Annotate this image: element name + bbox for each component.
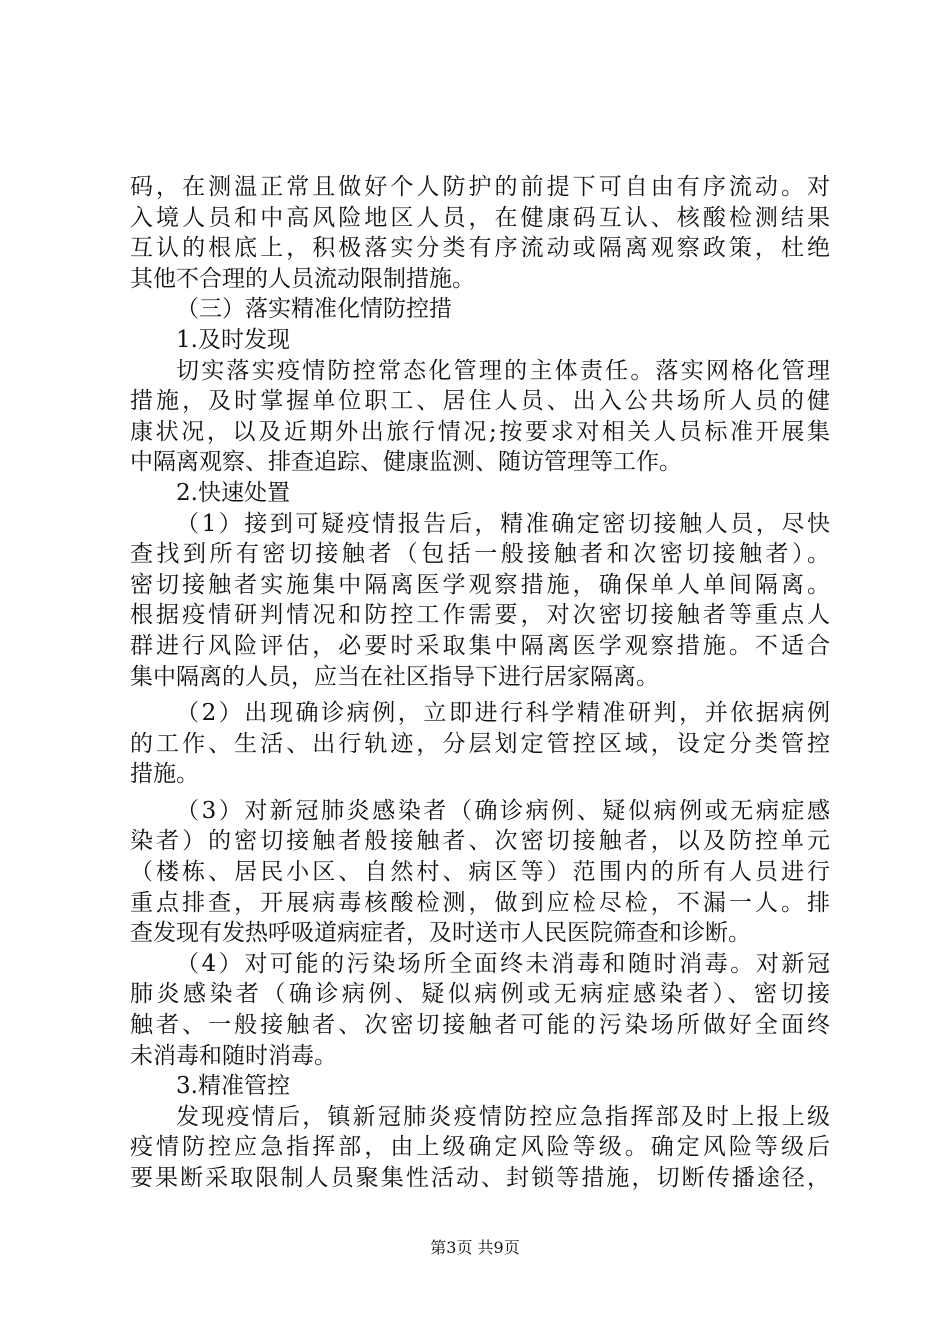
- text-line: （1）接到可疑疫情报告后，精准确定密切接触人员，尽快: [176, 510, 830, 537]
- text-line: 切实落实疫情防控常态化管理的主体责任。落实网格化管理: [176, 357, 830, 384]
- text-line: 群进行风险评估，必要时采取集中隔离医学观察措施。不适合: [130, 632, 830, 659]
- text-line: 康状况，以及近期外出旅行情况;按要求对相关人员标准开展集: [130, 418, 830, 445]
- subsection-heading: 3.精准管控: [176, 1073, 290, 1100]
- text-line: 措施，及时掌握单位职工、居住人员、出入公共场所人员的健: [130, 388, 830, 415]
- text-line: 集中隔离的人员，应当在社区指导下进行居家隔离。: [130, 663, 659, 690]
- text-line: 发现疫情后，镇新冠肺炎疫情防控应急指挥部及时上报上级: [176, 1103, 830, 1130]
- text-line: 疫情防控应急指挥部，由上级确定风险等级。确定风险等级后: [130, 1134, 830, 1161]
- text-line: （2）出现确诊病例，立即进行科学精准研判，并依据病例: [176, 700, 830, 727]
- text-line: 码，在测温正常且做好个人防护的前提下可自由有序流动。对: [130, 174, 830, 200]
- section-heading: （三）落实精准化情防控措: [176, 296, 452, 323]
- text-line: （楼栋、居民小区、自然村、病区等）范围内的所有人员进行: [130, 859, 830, 886]
- text-line: 中隔离观察、排查追踪、健康监测、随访管理等工作。: [130, 449, 682, 476]
- text-line: 措施。: [130, 761, 199, 788]
- text-line: 肺炎感染者（确诊病例、疑似病例或无病症感染者）、密切接: [130, 981, 830, 1008]
- text-line: （4）对可能的污染场所全面终未消毒和随时消毒。对新冠: [176, 950, 830, 977]
- page-number: 第3页 共9页: [430, 1238, 520, 1257]
- text-line: 入境人员和中高风险地区人员，在健康码互认、核酸检测结果: [130, 204, 830, 231]
- text-line: 查发现有发热呼吸道病症者，及时送市人民医院筛查和诊断。: [130, 920, 751, 947]
- text-line: 触者、一般接触者、次密切接触者可能的污染场所做好全面终: [130, 1012, 830, 1039]
- text-line: 密切接触者实施集中隔离医学观察措施，确保单人单间隔离。: [130, 571, 830, 598]
- text-line: 未消毒和随时消毒。: [130, 1042, 337, 1069]
- subsection-heading: 1.及时发现: [176, 326, 290, 353]
- text-line: 互认的根底上，积极落实分类有序流动或隔离观察政策，杜绝: [130, 235, 830, 262]
- subsection-heading: 2.快速处置: [176, 479, 290, 506]
- text-line: 根据疫情研判情况和防控工作需要，对次密切接触者等重点人: [130, 602, 830, 629]
- document-body: [130, 172, 830, 1194]
- text-line: 染者）的密切接触者般接触者、次密切接触者，以及防控单元: [130, 828, 830, 855]
- text-line: 重点排查，开展病毒核酸检测，做到应检尽检，不漏一人。排: [130, 889, 830, 916]
- text-line: 其他不合理的人员流动限制措施。: [130, 265, 475, 292]
- text-line: （3）对新冠肺炎感染者（确诊病例、疑似病例或无病症感: [176, 797, 830, 824]
- text-line: 要果断采取限制人员聚集性活动、封锁等措施，切断传播途径，: [130, 1165, 830, 1191]
- text-line: 查找到所有密切接触者（包括一般接触者和次密切接触者）。: [130, 541, 830, 568]
- text-line: 的工作、生活、出行轨迹，分层划定管控区域，设定分类管控: [130, 730, 830, 757]
